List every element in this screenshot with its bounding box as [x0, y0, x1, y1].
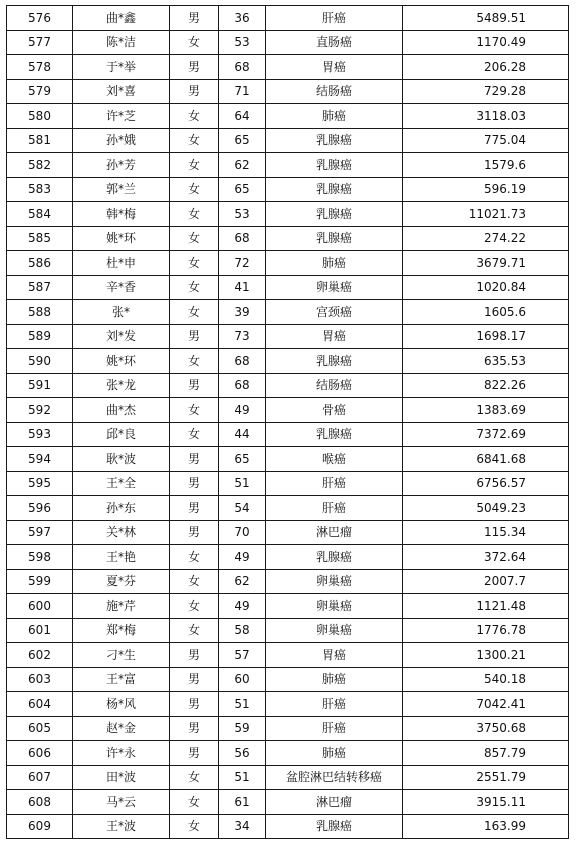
sex-cell: 男	[170, 716, 219, 741]
patient-name-cell: 刁*生	[73, 643, 170, 668]
patient-name-cell: 孙*东	[73, 496, 170, 521]
table-row	[7, 128, 569, 153]
row-number-cell: 578	[7, 55, 73, 80]
patient-name-cell: 姚*环	[73, 226, 170, 251]
amount-cell: 7042.41	[403, 692, 569, 717]
patient-name-cell: 赵*金	[73, 716, 170, 741]
amount-cell: 635.53	[403, 349, 569, 374]
diagnosis-cell: 结肠癌	[266, 373, 403, 398]
table-row	[7, 716, 569, 741]
row-number-cell: 577	[7, 30, 73, 55]
sex-cell: 女	[170, 251, 219, 276]
table-row	[7, 545, 569, 570]
row-number-cell: 582	[7, 153, 73, 178]
amount-cell: 7372.69	[403, 422, 569, 447]
amount-cell: 1121.48	[403, 594, 569, 619]
patient-name-cell: 许*永	[73, 741, 170, 766]
diagnosis-cell: 肝癌	[266, 692, 403, 717]
sex-cell: 男	[170, 6, 219, 31]
age-cell: 51	[219, 692, 266, 717]
patient-name-cell: 刘*发	[73, 324, 170, 349]
sex-cell: 女	[170, 177, 219, 202]
row-number-cell: 608	[7, 790, 73, 815]
age-cell: 61	[219, 790, 266, 815]
row-number-cell: 597	[7, 520, 73, 545]
sex-cell: 男	[170, 373, 219, 398]
diagnosis-cell: 肝癌	[266, 6, 403, 31]
row-number-cell: 606	[7, 741, 73, 766]
sex-cell: 女	[170, 128, 219, 153]
sex-cell: 男	[170, 79, 219, 104]
table-row	[7, 692, 569, 717]
amount-cell: 3750.68	[403, 716, 569, 741]
amount-cell: 1776.78	[403, 618, 569, 643]
patient-name-cell: 陈*洁	[73, 30, 170, 55]
row-number-cell: 585	[7, 226, 73, 251]
patient-name-cell: 张*	[73, 300, 170, 325]
table-row	[7, 251, 569, 276]
diagnosis-cell: 卵巢癌	[266, 569, 403, 594]
row-number-cell: 592	[7, 398, 73, 423]
diagnosis-cell: 肺癌	[266, 251, 403, 276]
row-number-cell: 589	[7, 324, 73, 349]
age-cell: 49	[219, 545, 266, 570]
diagnosis-cell: 淋巴瘤	[266, 520, 403, 545]
sex-cell: 女	[170, 594, 219, 619]
age-cell: 60	[219, 667, 266, 692]
amount-cell: 1605.6	[403, 300, 569, 325]
table-row	[7, 398, 569, 423]
age-cell: 57	[219, 643, 266, 668]
amount-cell: 857.79	[403, 741, 569, 766]
amount-cell: 1170.49	[403, 30, 569, 55]
patient-name-cell: 马*云	[73, 790, 170, 815]
amount-cell: 6756.57	[403, 471, 569, 496]
sex-cell: 女	[170, 398, 219, 423]
diagnosis-cell: 卵巢癌	[266, 594, 403, 619]
row-number-cell: 584	[7, 202, 73, 227]
table-row	[7, 226, 569, 251]
table-row	[7, 153, 569, 178]
records-table	[6, 5, 569, 839]
table-row	[7, 814, 569, 839]
age-cell: 68	[219, 226, 266, 251]
records-sheet	[6, 5, 568, 839]
table-row	[7, 790, 569, 815]
table-row	[7, 300, 569, 325]
amount-cell: 2007.7	[403, 569, 569, 594]
table-row	[7, 741, 569, 766]
patient-name-cell: 刘*喜	[73, 79, 170, 104]
table-row	[7, 324, 569, 349]
diagnosis-cell: 肝癌	[266, 496, 403, 521]
sex-cell: 男	[170, 471, 219, 496]
diagnosis-cell: 肝癌	[266, 716, 403, 741]
sex-cell: 女	[170, 300, 219, 325]
diagnosis-cell: 胃癌	[266, 643, 403, 668]
diagnosis-cell: 淋巴瘤	[266, 790, 403, 815]
amount-cell: 540.18	[403, 667, 569, 692]
age-cell: 49	[219, 594, 266, 619]
patient-name-cell: 关*林	[73, 520, 170, 545]
diagnosis-cell: 乳腺癌	[266, 177, 403, 202]
diagnosis-cell: 卵巢癌	[266, 618, 403, 643]
patient-name-cell: 杨*风	[73, 692, 170, 717]
diagnosis-cell: 卵巢癌	[266, 275, 403, 300]
amount-cell: 596.19	[403, 177, 569, 202]
sex-cell: 女	[170, 104, 219, 129]
patient-name-cell: 许*芝	[73, 104, 170, 129]
patient-name-cell: 韩*梅	[73, 202, 170, 227]
age-cell: 62	[219, 569, 266, 594]
table-row	[7, 104, 569, 129]
amount-cell: 5489.51	[403, 6, 569, 31]
patient-name-cell: 孙*娥	[73, 128, 170, 153]
row-number-cell: 604	[7, 692, 73, 717]
amount-cell: 163.99	[403, 814, 569, 839]
age-cell: 65	[219, 177, 266, 202]
sex-cell: 女	[170, 202, 219, 227]
diagnosis-cell: 乳腺癌	[266, 202, 403, 227]
amount-cell: 3915.11	[403, 790, 569, 815]
age-cell: 59	[219, 716, 266, 741]
age-cell: 71	[219, 79, 266, 104]
sex-cell: 男	[170, 55, 219, 80]
sex-cell: 男	[170, 496, 219, 521]
age-cell: 51	[219, 471, 266, 496]
age-cell: 53	[219, 30, 266, 55]
table-row	[7, 6, 569, 31]
age-cell: 49	[219, 398, 266, 423]
patient-name-cell: 邱*良	[73, 422, 170, 447]
patient-name-cell: 田*波	[73, 765, 170, 790]
age-cell: 65	[219, 447, 266, 472]
amount-cell: 5049.23	[403, 496, 569, 521]
amount-cell: 822.26	[403, 373, 569, 398]
row-number-cell: 598	[7, 545, 73, 570]
row-number-cell: 579	[7, 79, 73, 104]
age-cell: 73	[219, 324, 266, 349]
diagnosis-cell: 肺癌	[266, 104, 403, 129]
age-cell: 39	[219, 300, 266, 325]
age-cell: 41	[219, 275, 266, 300]
row-number-cell: 599	[7, 569, 73, 594]
sex-cell: 女	[170, 618, 219, 643]
sex-cell: 女	[170, 422, 219, 447]
patient-name-cell: 杜*申	[73, 251, 170, 276]
row-number-cell: 590	[7, 349, 73, 374]
sex-cell: 女	[170, 30, 219, 55]
age-cell: 34	[219, 814, 266, 839]
age-cell: 72	[219, 251, 266, 276]
amount-cell: 206.28	[403, 55, 569, 80]
table-row	[7, 667, 569, 692]
sex-cell: 女	[170, 814, 219, 839]
age-cell: 56	[219, 741, 266, 766]
diagnosis-cell: 乳腺癌	[266, 422, 403, 447]
row-number-cell: 588	[7, 300, 73, 325]
sex-cell: 女	[170, 226, 219, 251]
diagnosis-cell: 乳腺癌	[266, 349, 403, 374]
patient-name-cell: 王*富	[73, 667, 170, 692]
amount-cell: 274.22	[403, 226, 569, 251]
table-row	[7, 594, 569, 619]
patient-name-cell: 孙*芳	[73, 153, 170, 178]
amount-cell: 1020.84	[403, 275, 569, 300]
table-row	[7, 349, 569, 374]
amount-cell: 1698.17	[403, 324, 569, 349]
diagnosis-cell: 胃癌	[266, 324, 403, 349]
table-row	[7, 55, 569, 80]
patient-name-cell: 王*波	[73, 814, 170, 839]
row-number-cell: 605	[7, 716, 73, 741]
amount-cell: 2551.79	[403, 765, 569, 790]
sex-cell: 女	[170, 765, 219, 790]
table-row	[7, 373, 569, 398]
table-row	[7, 30, 569, 55]
row-number-cell: 601	[7, 618, 73, 643]
table-row	[7, 765, 569, 790]
diagnosis-cell: 乳腺癌	[266, 545, 403, 570]
amount-cell: 729.28	[403, 79, 569, 104]
sex-cell: 男	[170, 447, 219, 472]
diagnosis-cell: 肝癌	[266, 471, 403, 496]
patient-name-cell: 王*艳	[73, 545, 170, 570]
table-row	[7, 79, 569, 104]
age-cell: 51	[219, 765, 266, 790]
table-row	[7, 202, 569, 227]
patient-name-cell: 耿*波	[73, 447, 170, 472]
patient-name-cell: 施*芹	[73, 594, 170, 619]
sex-cell: 女	[170, 349, 219, 374]
row-number-cell: 602	[7, 643, 73, 668]
records-table-body	[7, 6, 569, 839]
sex-cell: 男	[170, 667, 219, 692]
table-row	[7, 520, 569, 545]
age-cell: 68	[219, 373, 266, 398]
age-cell: 68	[219, 55, 266, 80]
age-cell: 70	[219, 520, 266, 545]
patient-name-cell: 郭*兰	[73, 177, 170, 202]
age-cell: 65	[219, 128, 266, 153]
diagnosis-cell: 喉癌	[266, 447, 403, 472]
row-number-cell: 580	[7, 104, 73, 129]
row-number-cell: 581	[7, 128, 73, 153]
diagnosis-cell: 乳腺癌	[266, 226, 403, 251]
row-number-cell: 583	[7, 177, 73, 202]
diagnosis-cell: 乳腺癌	[266, 128, 403, 153]
amount-cell: 775.04	[403, 128, 569, 153]
row-number-cell: 586	[7, 251, 73, 276]
sex-cell: 男	[170, 643, 219, 668]
diagnosis-cell: 胃癌	[266, 55, 403, 80]
table-row	[7, 447, 569, 472]
amount-cell: 1383.69	[403, 398, 569, 423]
table-row	[7, 422, 569, 447]
table-row	[7, 643, 569, 668]
age-cell: 64	[219, 104, 266, 129]
sex-cell: 男	[170, 324, 219, 349]
amount-cell: 372.64	[403, 545, 569, 570]
row-number-cell: 603	[7, 667, 73, 692]
sex-cell: 男	[170, 741, 219, 766]
amount-cell: 6841.68	[403, 447, 569, 472]
sex-cell: 女	[170, 275, 219, 300]
patient-name-cell: 姚*环	[73, 349, 170, 374]
age-cell: 53	[219, 202, 266, 227]
amount-cell: 11021.73	[403, 202, 569, 227]
table-row	[7, 471, 569, 496]
row-number-cell: 591	[7, 373, 73, 398]
diagnosis-cell: 结肠癌	[266, 79, 403, 104]
age-cell: 58	[219, 618, 266, 643]
table-row	[7, 569, 569, 594]
diagnosis-cell: 乳腺癌	[266, 814, 403, 839]
sex-cell: 女	[170, 153, 219, 178]
patient-name-cell: 曲*鑫	[73, 6, 170, 31]
patient-name-cell: 辛*香	[73, 275, 170, 300]
row-number-cell: 600	[7, 594, 73, 619]
row-number-cell: 595	[7, 471, 73, 496]
diagnosis-cell: 骨癌	[266, 398, 403, 423]
age-cell: 44	[219, 422, 266, 447]
diagnosis-cell: 肺癌	[266, 741, 403, 766]
diagnosis-cell: 宫颈癌	[266, 300, 403, 325]
patient-name-cell: 张*龙	[73, 373, 170, 398]
diagnosis-cell: 肺癌	[266, 667, 403, 692]
row-number-cell: 593	[7, 422, 73, 447]
amount-cell: 1579.6	[403, 153, 569, 178]
patient-name-cell: 于*举	[73, 55, 170, 80]
diagnosis-cell: 直肠癌	[266, 30, 403, 55]
patient-name-cell: 王*全	[73, 471, 170, 496]
sex-cell: 女	[170, 790, 219, 815]
table-row	[7, 177, 569, 202]
age-cell: 36	[219, 6, 266, 31]
row-number-cell: 576	[7, 6, 73, 31]
amount-cell: 3679.71	[403, 251, 569, 276]
table-row	[7, 496, 569, 521]
row-number-cell: 594	[7, 447, 73, 472]
age-cell: 54	[219, 496, 266, 521]
sex-cell: 男	[170, 692, 219, 717]
patient-name-cell: 夏*芬	[73, 569, 170, 594]
table-row	[7, 275, 569, 300]
sex-cell: 女	[170, 545, 219, 570]
age-cell: 62	[219, 153, 266, 178]
amount-cell: 1300.21	[403, 643, 569, 668]
age-cell: 68	[219, 349, 266, 374]
diagnosis-cell: 盆腔淋巴结转移癌	[266, 765, 403, 790]
sex-cell: 女	[170, 569, 219, 594]
diagnosis-cell: 乳腺癌	[266, 153, 403, 178]
patient-name-cell: 曲*杰	[73, 398, 170, 423]
row-number-cell: 607	[7, 765, 73, 790]
row-number-cell: 587	[7, 275, 73, 300]
sex-cell: 男	[170, 520, 219, 545]
row-number-cell: 596	[7, 496, 73, 521]
patient-name-cell: 郑*梅	[73, 618, 170, 643]
row-number-cell: 609	[7, 814, 73, 839]
amount-cell: 115.34	[403, 520, 569, 545]
table-row	[7, 618, 569, 643]
amount-cell: 3118.03	[403, 104, 569, 129]
